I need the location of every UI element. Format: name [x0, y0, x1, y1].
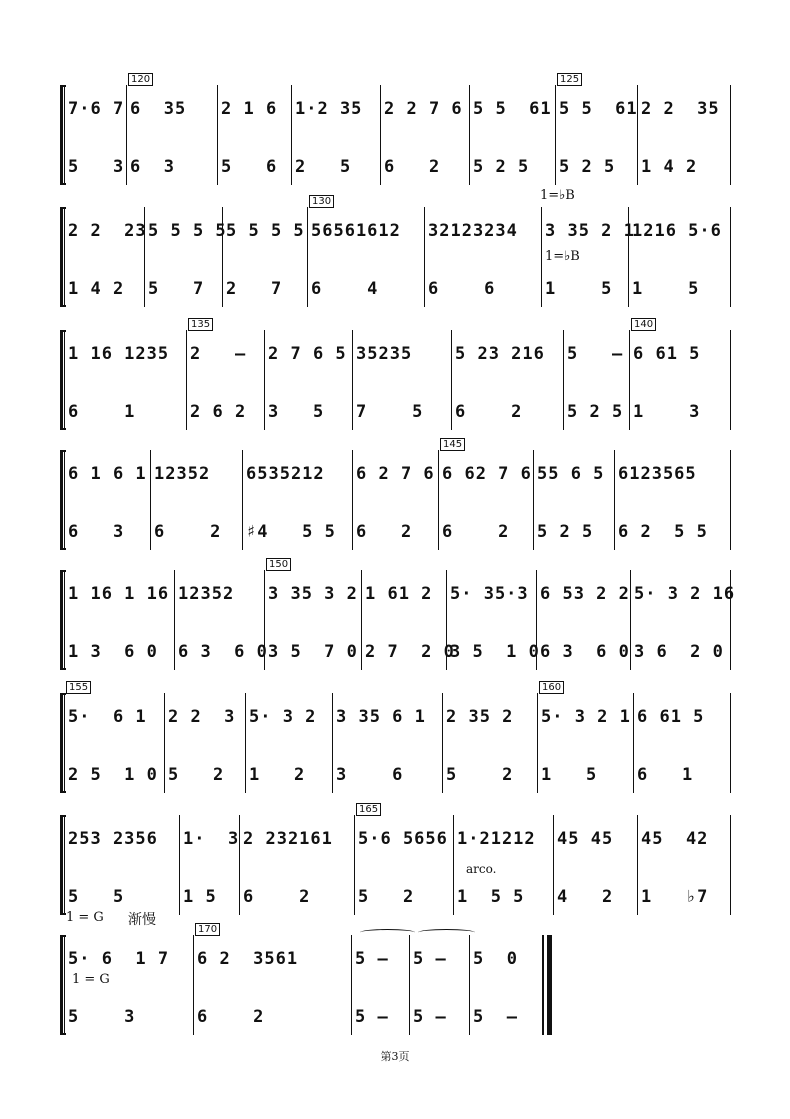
bass-notes: 5 2 5 [473, 157, 530, 177]
bass-notes: 6 2 [154, 522, 222, 542]
melody-notes: 2 232161 [243, 829, 333, 849]
measure [150, 450, 242, 550]
bass-notes: 6 3 [68, 522, 125, 542]
melody-notes: 5 0 [473, 949, 518, 969]
measure [64, 570, 174, 670]
measure-number: 135 [188, 318, 213, 331]
tie-arc [360, 929, 415, 936]
measure [637, 815, 730, 915]
page-number: 第3页 [380, 1050, 410, 1063]
bass-notes: 2 7 [226, 279, 283, 299]
bass-notes: 6 6 [428, 279, 496, 299]
score-system [0, 682, 790, 793]
melody-notes: 1·2 35 [295, 99, 363, 119]
melody-notes: 6 2 7 6 [356, 464, 435, 484]
bass-notes: 6 2 [384, 157, 441, 177]
melody-notes: 12352 [154, 464, 211, 484]
measure-number: 155 [66, 681, 91, 694]
measure [629, 319, 730, 430]
key-signature-top: 1 = G [66, 910, 104, 925]
melody-notes: 6535212 [246, 464, 325, 484]
bass-notes: 5 – [473, 1007, 518, 1027]
bass-notes: 1 4 2 [68, 279, 125, 299]
measure [469, 935, 550, 1035]
melody-notes: 2 2 3 [168, 707, 236, 727]
measure [553, 815, 637, 915]
bass-notes: 6 2 [197, 1007, 265, 1027]
measure [239, 815, 354, 915]
measure-number: 145 [440, 438, 465, 451]
melody-notes: 6 61 5 [633, 344, 701, 364]
measure [217, 85, 291, 185]
measure-number: 120 [128, 73, 153, 86]
measure [563, 330, 629, 430]
melody-notes: 5· 3 2 16 [634, 584, 736, 604]
bass-notes: 6 2 [356, 522, 413, 542]
melody-notes: 5· 35·3 [450, 584, 529, 604]
bass-notes: 5 3 [68, 1007, 136, 1027]
melody-notes: 7·6 7 [68, 99, 125, 119]
measure [144, 207, 227, 307]
bass-notes: 1 3 [633, 402, 701, 422]
bass-notes: 5 5 [68, 887, 125, 907]
melody-notes: 45 45 [557, 829, 614, 849]
bass-notes: 1 3 6 0 [68, 642, 158, 662]
bass-notes: 1 5 [541, 765, 598, 785]
measure [64, 682, 164, 793]
melody-notes: 1· 3 [183, 829, 240, 849]
bass-notes: 3 6 2 0 [634, 642, 724, 662]
score-system [0, 559, 790, 670]
melody-notes: 35235 [356, 344, 413, 364]
melody-notes: 1 16 1 16 [68, 584, 170, 604]
melody-notes: 1 16 1235 [68, 344, 170, 364]
measure [126, 74, 217, 185]
measure [64, 207, 147, 307]
score-system [0, 319, 790, 430]
measure [193, 924, 351, 1035]
measure [64, 450, 150, 550]
bass-notes: 4 2 [557, 887, 614, 907]
melody-notes: 45 42 [641, 829, 709, 849]
bass-notes: 5 – [413, 1007, 447, 1027]
measure [424, 207, 541, 307]
bass-notes: 3 5 [268, 402, 325, 422]
measure [637, 85, 730, 185]
bass-notes: 1 5 [545, 279, 613, 299]
bass-notes: 2 7 2 0 [365, 642, 455, 662]
bass-notes: 5 2 5 [567, 402, 624, 422]
measure-number: 170 [195, 923, 220, 936]
barline [730, 815, 731, 915]
melody-notes: 5· 6 1 [68, 707, 147, 727]
measure [614, 450, 730, 550]
measure [352, 330, 451, 430]
melody-notes: 6 61 5 [637, 707, 705, 727]
measure [361, 570, 455, 670]
melody-notes: 5 5 61 [473, 99, 552, 119]
melody-notes: 55 6 5 [537, 464, 605, 484]
measure [186, 319, 264, 430]
measure-number: 140 [631, 318, 656, 331]
measure [438, 439, 533, 550]
measure-number: 160 [539, 681, 564, 694]
bass-notes: 5 2 [168, 765, 225, 785]
melody-notes: 1 61 2 [365, 584, 433, 604]
bass-notes: 7 5 [356, 402, 424, 422]
tempo-marking: 渐慢 [128, 912, 156, 928]
measure [64, 815, 179, 915]
measure [533, 450, 614, 550]
melody-notes: 2 35 2 [446, 707, 514, 727]
bass-notes: 3 5 1 0 [450, 642, 540, 662]
melody-notes: 5· 3 2 [249, 707, 317, 727]
measure [628, 207, 730, 307]
measure-number: 150 [266, 558, 291, 571]
melody-notes: 5·6 5656 [358, 829, 448, 849]
measure [442, 693, 537, 793]
melody-notes: 1·21212 [457, 829, 536, 849]
melody-notes: 5 – [413, 949, 447, 969]
measure [630, 570, 736, 670]
bass-notes: 6 3 6 0 [178, 642, 268, 662]
score-system [0, 804, 790, 915]
melody-notes: 5· 3 2 1 [541, 707, 631, 727]
melody-notes: 2 2 23 [68, 221, 147, 241]
melody-notes: 3 35 6 1 [336, 707, 426, 727]
bass-notes: 5 3 [68, 157, 125, 177]
bass-notes: 1 5 [632, 279, 700, 299]
measure [469, 85, 555, 185]
melody-notes: 6 1 6 1 [68, 464, 147, 484]
bass-notes: 6 2 [442, 522, 510, 542]
melody-notes: 5 5 5 5 [148, 221, 227, 241]
bass-notes: 6 2 [455, 402, 523, 422]
measure-number: 165 [356, 803, 381, 816]
measure [555, 74, 638, 185]
measure [64, 85, 126, 185]
melody-notes: 5 – [567, 344, 624, 364]
measure [179, 815, 239, 915]
melody-notes: 32123234 [428, 221, 518, 241]
measure-number: 130 [309, 195, 334, 208]
measure [242, 450, 352, 550]
barline [730, 330, 731, 430]
measure [380, 85, 469, 185]
bass-notes: 5 – [355, 1007, 389, 1027]
measure [222, 207, 307, 307]
melody-notes: 6 53 2 2 [540, 584, 630, 604]
bass-notes: 6 4 [311, 279, 379, 299]
bass-notes: 5 6 [221, 157, 278, 177]
bass-notes: 6 2 5 5 [618, 522, 708, 542]
bass-notes: 5 2 5 [559, 157, 616, 177]
bass-notes: 5 2 [446, 765, 514, 785]
key-signature-mid: 1 = G [72, 972, 110, 987]
bass-notes: 6 2 [243, 887, 311, 907]
measure [264, 330, 352, 430]
barline [730, 207, 731, 307]
measure [64, 330, 186, 430]
bass-notes: 3 6 [336, 765, 404, 785]
bass-notes: 6 3 [130, 157, 175, 177]
bass-notes: 1 2 [249, 765, 306, 785]
score-system [0, 196, 790, 307]
bass-notes: 1 5 [183, 887, 217, 907]
melody-notes: 6 35 [130, 99, 187, 119]
melody-notes: 1216 5·6 [632, 221, 722, 241]
bass-notes: 2 5 [295, 157, 352, 177]
measure [332, 693, 442, 793]
score-system [0, 439, 790, 550]
measure [446, 570, 540, 670]
tie-arc [418, 929, 475, 936]
score-system [0, 910, 790, 1035]
bass-notes: ♯4 5 5 [246, 522, 336, 542]
measure [164, 693, 245, 793]
measure [307, 196, 424, 307]
melody-notes: 2 1 6 [221, 99, 278, 119]
melody-notes: 5 23 216 [455, 344, 545, 364]
melody-notes: 2 2 7 6 [384, 99, 463, 119]
melody-notes: 5 5 5 5 [226, 221, 305, 241]
key-change: 1=♭B [545, 249, 580, 264]
melody-notes: 6 62 7 6 [442, 464, 532, 484]
bass-notes: 6 1 [637, 765, 694, 785]
bass-notes: 6 3 6 0 [540, 642, 630, 662]
measure-number: 125 [557, 73, 582, 86]
bass-notes: 5 7 [148, 279, 205, 299]
measure [633, 693, 730, 793]
melody-notes: 5· 6 1 7 [68, 949, 170, 969]
measure [352, 450, 438, 550]
measure [536, 570, 630, 670]
melody-notes: 5 5 61 [559, 99, 638, 119]
melody-notes: 12352 [178, 584, 235, 604]
barline [730, 693, 731, 793]
bass-notes: 1 4 2 [641, 157, 698, 177]
measure [291, 85, 380, 185]
bass-notes: 3 5 7 0 [268, 642, 358, 662]
measure [409, 935, 469, 1035]
measure [245, 693, 332, 793]
measure [174, 570, 268, 670]
barline [730, 85, 731, 185]
melody-notes: 3 35 3 2 [268, 584, 358, 604]
measure [354, 804, 453, 915]
bass-notes: 2 6 2 [190, 402, 247, 422]
melody-notes: 2 2 35 [641, 99, 720, 119]
measure [451, 330, 563, 430]
melody-notes: 5 – [355, 949, 389, 969]
barline [730, 450, 731, 550]
bass-notes: 1 5 5 [457, 887, 525, 907]
melody-notes: 253 2356 [68, 829, 158, 849]
melody-notes: 2 7 6 5 [268, 344, 347, 364]
bass-notes: 5 2 [358, 887, 415, 907]
measure [351, 935, 409, 1035]
melody-notes: 2 – [190, 344, 247, 364]
melody-notes: 3 35 2 1 [545, 221, 635, 241]
bass-notes: 5 2 5 [537, 522, 594, 542]
arco-marking: arco. [466, 862, 497, 876]
bass-notes: 2 5 1 0 [68, 765, 158, 785]
measure [264, 559, 361, 670]
melody-notes: 56561612 [311, 221, 401, 241]
key-change: 1=♭B [540, 188, 575, 203]
bass-notes: 6 1 [68, 402, 136, 422]
bass-notes: 1 ♭7 [641, 887, 709, 907]
melody-notes: 6123565 [618, 464, 697, 484]
measure [537, 682, 633, 793]
melody-notes: 6 2 3561 [197, 949, 299, 969]
